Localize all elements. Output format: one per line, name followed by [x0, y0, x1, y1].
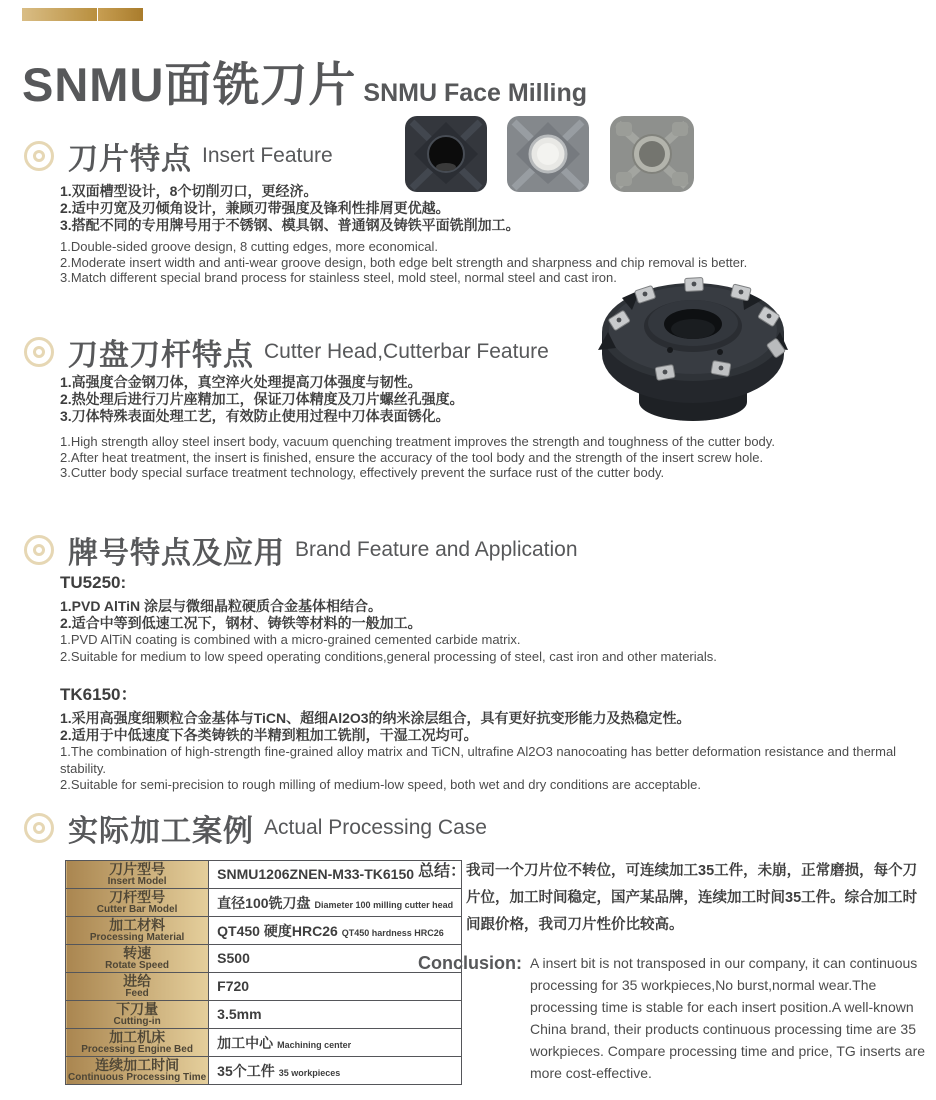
- accent-bar-right: [98, 8, 143, 21]
- list-item: 1.PVD AlTiN 涂层与微细晶粒硬质合金基体相结合。: [60, 598, 383, 614]
- list-item: 2.适合中等到低速工况下，钢材、铸铁等材料的一般加工。: [60, 615, 422, 631]
- list-item: 3.Match different special brand process for stainless steel, mold steel, normal steel and cast iron.: [60, 270, 617, 285]
- insert-photo-dark-image: [402, 110, 490, 196]
- section-brand-feature-header: [24, 528, 578, 572]
- ring-bullet-icon: [24, 813, 54, 843]
- row-value: 35个工件: [217, 1062, 275, 1079]
- conclusion-text: A insert bit is not transposed in our company, it can continuous processing for 35 workpieces,No burst,normal wear.The processing time is stable for each insert position.A well-known China brand, their products continuous processing time are 35 workpieces. Compare processing time and price, TG inserts are more cost-effective.: [530, 955, 926, 1081]
- section-title-en: Insert Feature: [202, 144, 333, 167]
- brand-name: TU5250:: [60, 573, 127, 592]
- list-item: 1.高强度合金钢刀体，真空淬火处理提高刀体强度与韧性。: [60, 374, 422, 390]
- list-item: 1.双面槽型设计，8个切削刃口，更经济。: [60, 183, 318, 199]
- list-item: 1.Double-sided groove design, 8 cutting edges, more economical.: [60, 239, 438, 254]
- table-row: [66, 1057, 462, 1085]
- list-item: 1.采用高强度细颗粒合金基体与TiCN、超细Al2O3的纳米涂层组合，具有更好抗变形能力及热稳定性。: [60, 710, 691, 726]
- section-cutter-feature-header: [24, 330, 549, 374]
- row-label-cell: [66, 945, 209, 973]
- page-title-en: SNMU Face Milling: [363, 79, 588, 107]
- section-title-en: Brand Feature and Application: [295, 538, 578, 561]
- section-case-header: [24, 806, 487, 850]
- row-label-en: Insert Model: [107, 876, 167, 887]
- row-label-cn: 下刀量: [116, 1001, 159, 1017]
- row-label-cn: 刀片型号: [109, 861, 166, 877]
- summary-cn-text: 我司一个刀片位不转位，可连续加工35工件，未崩，正常磨损，每个刀片位，加工时间稳定，国产某品牌，连续加工时间35工件。综合加工时间跟价格，我司刀片性价比较高。: [466, 863, 918, 933]
- list-item: 1.High strength alloy steel insert body, vacuum quenching treatment improves the strength and toughness of the cutter body.: [60, 434, 775, 449]
- row-value: 加工中心: [217, 1034, 274, 1051]
- row-value: 3.5mm: [217, 1005, 262, 1022]
- ring-bullet-inner-icon: [33, 346, 45, 358]
- list-item: 2.适中刃宽及刃倾角设计，兼顾刃带强度及锋利性排屑更优越。: [60, 200, 450, 216]
- row-value: S500: [217, 949, 250, 966]
- brand-block-tk6150: [60, 680, 936, 794]
- cutter-head-image: [592, 262, 794, 434]
- row-label-cn: 刀杆型号: [109, 889, 166, 905]
- row-value-sub: 35 workpieces: [278, 1067, 341, 1078]
- section-title-en: Cutter Head,Cutterbar Feature: [264, 340, 549, 363]
- ring-bullet-icon: [24, 141, 54, 171]
- row-value: QT450 硬度HRC26: [217, 922, 338, 939]
- brand-cn-list: [60, 598, 717, 632]
- brand-block-tu5250: [60, 573, 717, 665]
- brand-accent-bars: [22, 8, 143, 21]
- row-label-en: Processing Material: [89, 932, 185, 943]
- list-item: 2.热处理后进行刀片座精加工，保证刀体精度及刀片螺丝孔强度。: [60, 391, 464, 407]
- section-title-cn: 刀盘刀杆特点: [68, 339, 254, 372]
- row-label-cell: [66, 973, 209, 1001]
- row-value-sub: Diameter 100 milling cutter head: [314, 899, 454, 910]
- list-item: 3.搭配不同的专用牌号用于不锈钢、模具钢、普通钢及铸铁平面铣削加工。: [60, 217, 520, 233]
- list-item: 3.刀体特殊表面处理工艺，有效防止使用过程中刀体表面锈化。: [60, 408, 450, 424]
- page-title: [22, 48, 587, 115]
- row-label-cell: [66, 1057, 209, 1085]
- list-item: 2.After heat treatment, the insert is finished, ensure the accuracy of the tool body and the strength of the insert screw hole.: [60, 449, 764, 465]
- section-title-cn: 刀片特点: [68, 143, 192, 176]
- ring-bullet-inner-icon: [33, 822, 45, 834]
- row-label-cell: [66, 1001, 209, 1029]
- row-label-cn: 进给: [123, 973, 152, 989]
- insert-photos: [402, 110, 698, 196]
- insert-photo-gray-image: [504, 110, 592, 196]
- ring-bullet-icon: [24, 337, 54, 367]
- row-label-cell: [66, 1029, 209, 1057]
- cutter-feature-cn-list: [60, 374, 464, 425]
- row-label-en: Processing Engine Bed: [81, 1044, 193, 1055]
- row-label-en: Continuous Processing Time: [68, 1072, 207, 1083]
- row-label-en: Cutter Bar Model: [96, 904, 178, 915]
- table-row: [66, 973, 462, 1001]
- row-value: SNMU1206ZNEN-M33-TK6150: [217, 865, 415, 882]
- row-label-cell: [66, 917, 209, 945]
- cutter-feature-en-list: [60, 434, 775, 481]
- processing-case-table: [65, 860, 462, 1085]
- table-row: [66, 917, 462, 945]
- row-label-cell: [66, 861, 209, 889]
- row-label-en: Cutting-in: [113, 1016, 161, 1027]
- section-title-cn: 牌号特点及应用: [68, 537, 285, 570]
- row-label-en: Rotate Speed: [105, 960, 170, 971]
- row-value: F720: [217, 977, 250, 994]
- row-value-sub: QT450 hardness HRC26: [341, 927, 444, 938]
- list-item: 3.Cutter body special surface treatment technology, effectively prevent the surface rust of the cutter body.: [60, 465, 665, 480]
- row-label-cn: 转速: [123, 945, 152, 961]
- list-item: 1.PVD AlTiN coating is combined with a micro-grained cemented carbide matrix.: [60, 632, 521, 647]
- section-insert-feature-header: [24, 134, 333, 178]
- insert-photo-silver-image: [606, 110, 698, 196]
- accent-bar-left: [22, 8, 97, 21]
- table-row: [66, 889, 462, 917]
- list-item: 1.The combination of high-strength fine-grained alloy matrix and TiCN, ultrafine Al2O3 nanocoating has better deformation resistance and thermal stability.: [60, 744, 897, 776]
- ring-bullet-inner-icon: [33, 150, 45, 162]
- row-value-sub: Machining center: [277, 1039, 352, 1050]
- summary-cn: [418, 858, 930, 939]
- list-item: 2.Suitable for semi-precision to rough milling of medium-low speed, both wet and dry conditions are acceptable.: [60, 777, 701, 792]
- table-row: [66, 861, 462, 889]
- row-label-cn: 加工材料: [109, 917, 166, 933]
- list-item: 2.适用于中低速度下各类铸铁的半精到粗加工铣削，干湿工况均可。: [60, 727, 478, 743]
- list-item: 2.Moderate insert width and anti-wear groove design, both edge belt strength and sharpness and chip removal is better.: [60, 254, 748, 270]
- row-label-cn: 连续加工时间: [95, 1057, 180, 1073]
- ring-bullet-inner-icon: [33, 544, 45, 556]
- conclusion-en: [418, 952, 933, 1084]
- row-label-cn: 加工机床: [109, 1029, 166, 1045]
- page-title-cn: SNMU面铣刀片: [22, 58, 357, 111]
- section-title-cn: 实际加工案例: [68, 815, 254, 848]
- section-title-en: Actual Processing Case: [264, 816, 487, 839]
- brand-en-list: [60, 744, 936, 794]
- table-row: [66, 1029, 462, 1057]
- ring-bullet-icon: [24, 535, 54, 565]
- row-value: 直径100铣刀盘: [217, 894, 311, 911]
- summary-cn-label: 总结：: [418, 863, 467, 880]
- list-item: 2.Suitable for medium to low speed operating conditions,general processing of steel, cast iron and other materials.: [60, 648, 717, 664]
- conclusion-label: Conclusion:: [418, 953, 522, 973]
- row-label-cell: [66, 889, 209, 917]
- brand-name: TK6150：: [60, 685, 138, 704]
- brand-en-list: [60, 632, 717, 665]
- brand-cn-list: [60, 710, 936, 744]
- table-row: [66, 945, 462, 973]
- table-row: [66, 1001, 462, 1029]
- row-label-en: Feed: [125, 988, 149, 999]
